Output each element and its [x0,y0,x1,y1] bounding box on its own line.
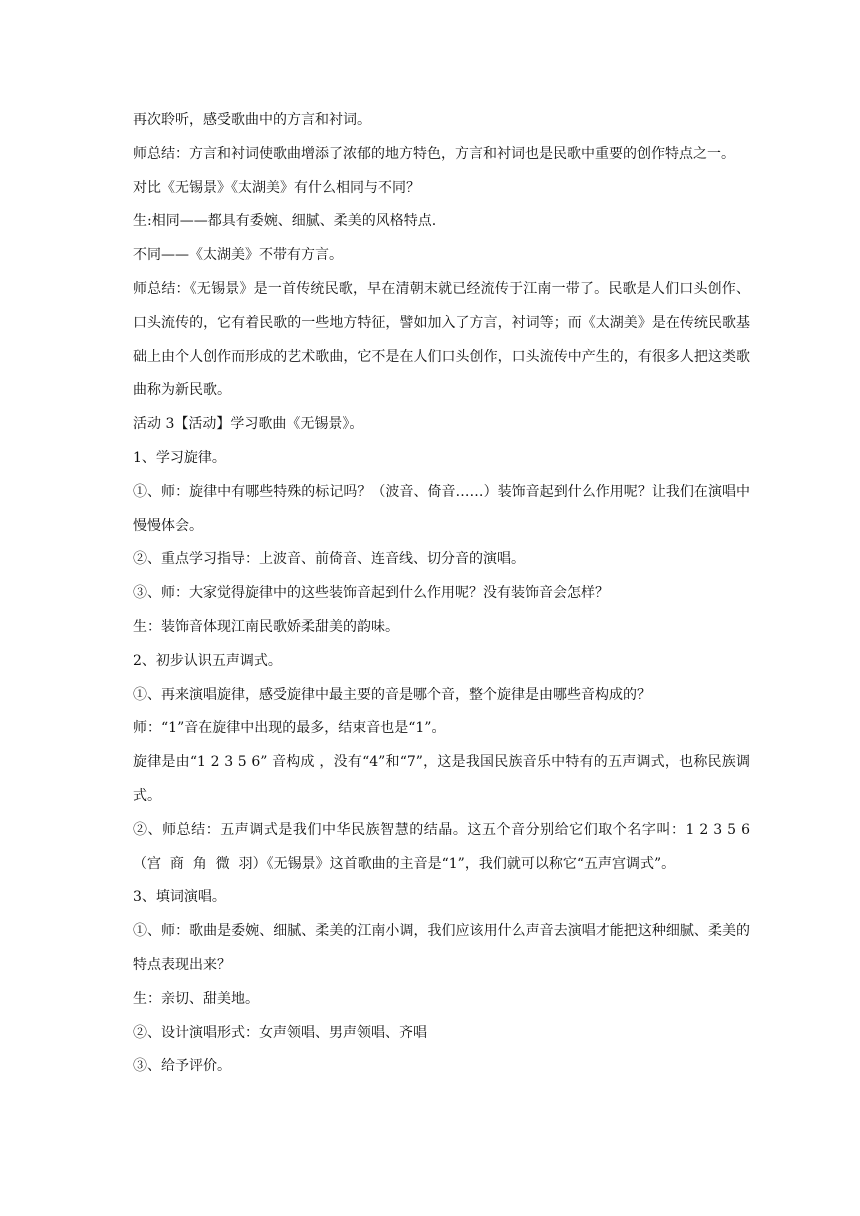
paragraph-student-ornament: 生：装饰音体现江南民歌娇柔甜美的韵味。 [133,618,399,635]
paragraph-voice-question: ①、师：歌曲是委婉、细腻、柔美的江南小调，我们应该用什么声音去演唱才能把这种细腻、柔美的特点表现出来？ [133,923,750,973]
paragraph-teacher-summary-folk-song: 师总结：《无锡景》是一首传统民歌，早在清朝末就已经流传于江南一带了。民歌是人们口头创作、口头流传的，它有着民歌的一些地方特征，譬如加入了方言，衬词等；而《太湖美》是在传统民歌基础上由个人创作而形成的艺术歌曲，它不是在人们口头创作，口头流传中产生的，有很多人把这类歌曲称为新民歌。 [133,280,750,399]
paragraph-lyrics-singing: 3、填词演唱。 [133,889,226,906]
paragraph-compare-question: 对比《无锡景》《太湖美》有什么相同与不同？ [133,179,420,196]
paragraph-pentatonic-intro: 2、初步认识五声调式。 [133,652,282,669]
paragraph-teacher-note-one: 师：“1”音在旋律中出现的最多，结束音也是“1”。 [133,720,446,737]
paragraph-key-guidance: ②、重点学习指导：上波音、前倚音、连音线、切分音的演唱。 [133,551,525,568]
paragraph-performance-form: ②、设计演唱形式：女声领唱、男声领唱、齐唱 [133,1024,427,1041]
paragraph-sing-melody-again: ①、再来演唱旋律，感受旋律中最主要的音是哪个音，整个旋律是由哪些音构成的？ [133,686,651,703]
paragraph-ornament-question: ③、师：大家觉得旋律中的这些装饰音起到什么作用呢？没有装饰音会怎样？ [133,585,609,602]
paragraph-special-marks: ①、师：旋律中有哪些特殊的标记吗？（波音、倚音……）装饰音起到什么作用呢？让我们在演唱中慢慢体会。 [133,483,750,534]
paragraph-relisten: 再次聆听，感受歌曲中的方言和衬词。 [133,112,371,128]
paragraph-pentatonic-summary: ②、师总结：五声调式是我们中华民族智慧的结晶。这五个音分别给它们取个名字叫：1 2 3 5 6（宫 商 角 微 羽）《无锡景》这首歌曲的主音是“1”，我们就可以称它“五声宫调式”。 [133,821,750,872]
paragraph-learn-melody: 1、学习旋律。 [133,449,226,466]
paragraph-teacher-summary-dialect: 师总结：方言和衬词使歌曲增添了浓郁的地方特色，方言和衬词也是民歌中重要的创作特点之一。 [133,145,735,162]
paragraph-melody-composition: 旋律是由“1 2 3 5 6” 音构成 ，没有“4”和“7”，这是我国民族音乐中特有的五声调式，也称民族调式。 [133,754,750,804]
paragraph-evaluation: ③、给予评价。 [133,1058,231,1075]
paragraph-difference: 不同——《太湖美》不带有方言。 [133,247,343,264]
paragraph-activity-3-heading: 活动 3【活动】学习歌曲《无锡景》。 [133,416,364,433]
paragraph-student-voice: 生：亲切、甜美地。 [133,990,259,1007]
paragraph-student-same: 生:相同——都具有委婉、细腻、柔美的风格特点. [133,213,437,230]
